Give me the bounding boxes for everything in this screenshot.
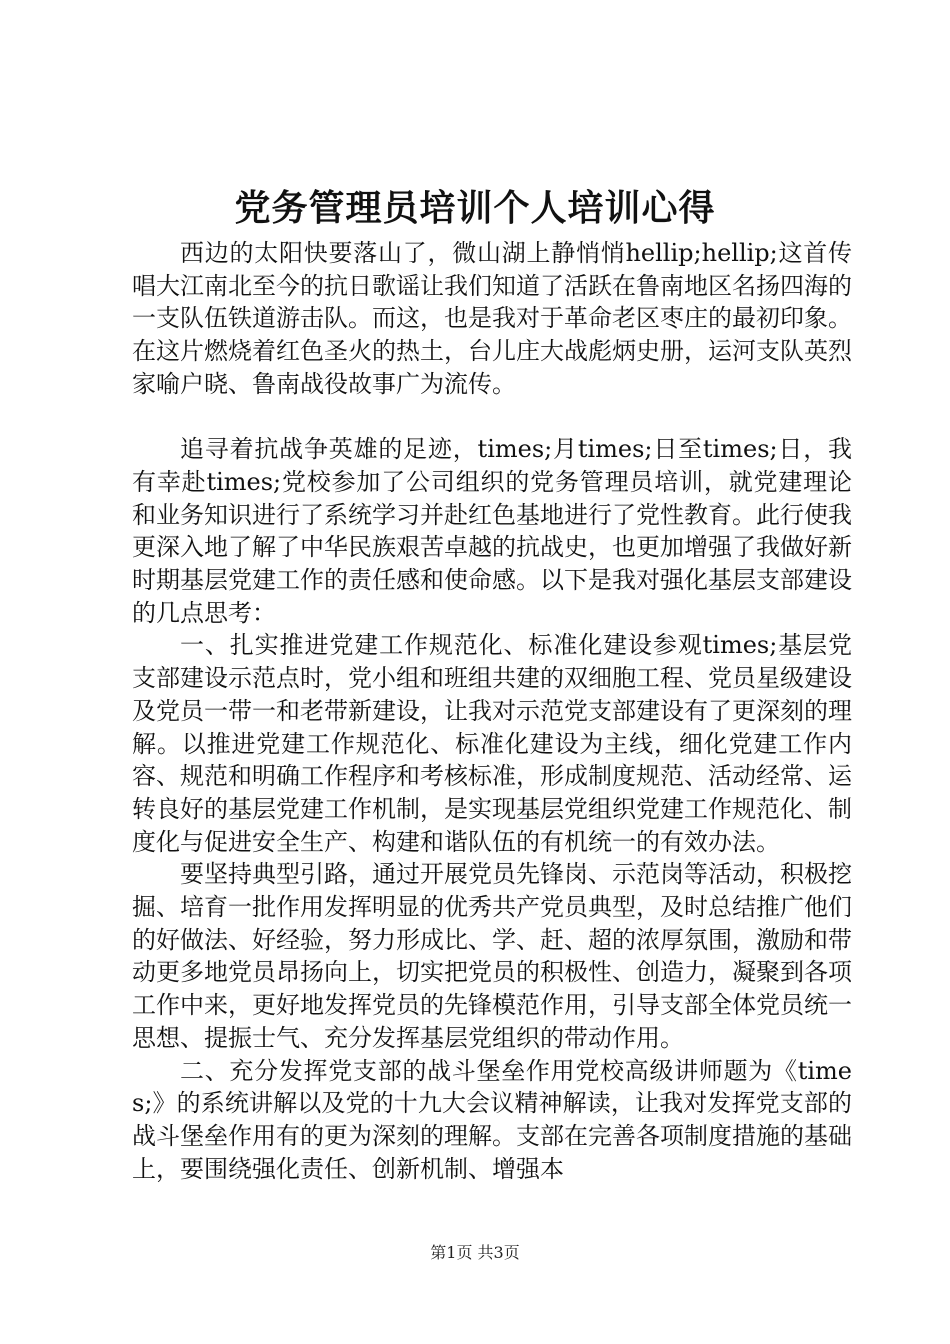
paragraph-section-one: 一、扎实推进党建工作规范化、标准化建设参观times;基层党支部建设示范点时，党小组和班组共建的双细胞工程、党员星级建设及党员一带一和老带新建设，让我对示范党支部建设有了更深刻的理解。以推进党建工作规范化、标准化建设为主线，细化党建工作内容、规范和明确工作程序和考核标准，形成制度规范、活动经常、运转良好的基层党建工作机制，是实现基层党组织党建工作规范化、制度化与促进安全生产、构建和谐队伍的有机统一的有效办法。	[132, 631, 852, 856]
document-title: 党务管理员培训个人培训心得	[234, 187, 716, 229]
paragraph-section-two: 二、充分发挥党支部的战斗堡垒作用党校高级讲师题为《times;》的系统讲解以及党的十九大会议精神解读，让我对发挥党支部的战斗堡垒作用有的更为深刻的理解。支部在完善各项制度措施的基础上，要围绕强化责任、创新机制、增强本	[132, 1056, 852, 1183]
paragraph-intro: 西边的太阳快要落山了，微山湖上静悄悄hellip;hellip;这首传唱大江南北至今的抗日歌谣让我们知道了活跃在鲁南地区名扬四海的一支队伍铁道游击队。而这，也是我对于革命老区枣庄的最初印象。在这片燃烧着红色圣火的热土，台儿庄大战彪炳史册，运河支队英烈家喻户晓、鲁南战役故事广为流传。	[132, 239, 852, 398]
paragraph-role-models: 要坚持典型引路，通过开展党员先锋岗、示范岗等活动，积极挖掘、培育一批作用发挥明显的优秀共产党员典型，及时总结推广他们的好做法、好经验，努力形成比、学、赶、超的浓厚氛围，激励和带动更多地党员昂扬向上，切实把党员的积极性、创造力，凝聚到各项工作中来，更好地发挥党员的先锋模范作用，引导支部全体党员统一思想、提振士气、充分发挥基层党组织的带动作用。	[132, 860, 852, 1052]
page-number: 第1页 共3页	[430, 1243, 520, 1262]
document-body	[132, 237, 852, 1185]
paragraph-gap	[132, 401, 852, 434]
paragraph-training: 追寻着抗战争英雄的足迹，times;月times;日至times;日，我有幸赴times;党校参加了公司组织的党务管理员培训，就党建理论和业务知识进行了系统学习并赴红色基地进行了党性教育。此行使我更深入地了解了中华民族艰苦卓越的抗战史，也更加增强了我做好新时期基层党建工作的责任感和使命感。以下是我对强化基层支部建设的几点思考：	[132, 435, 852, 627]
